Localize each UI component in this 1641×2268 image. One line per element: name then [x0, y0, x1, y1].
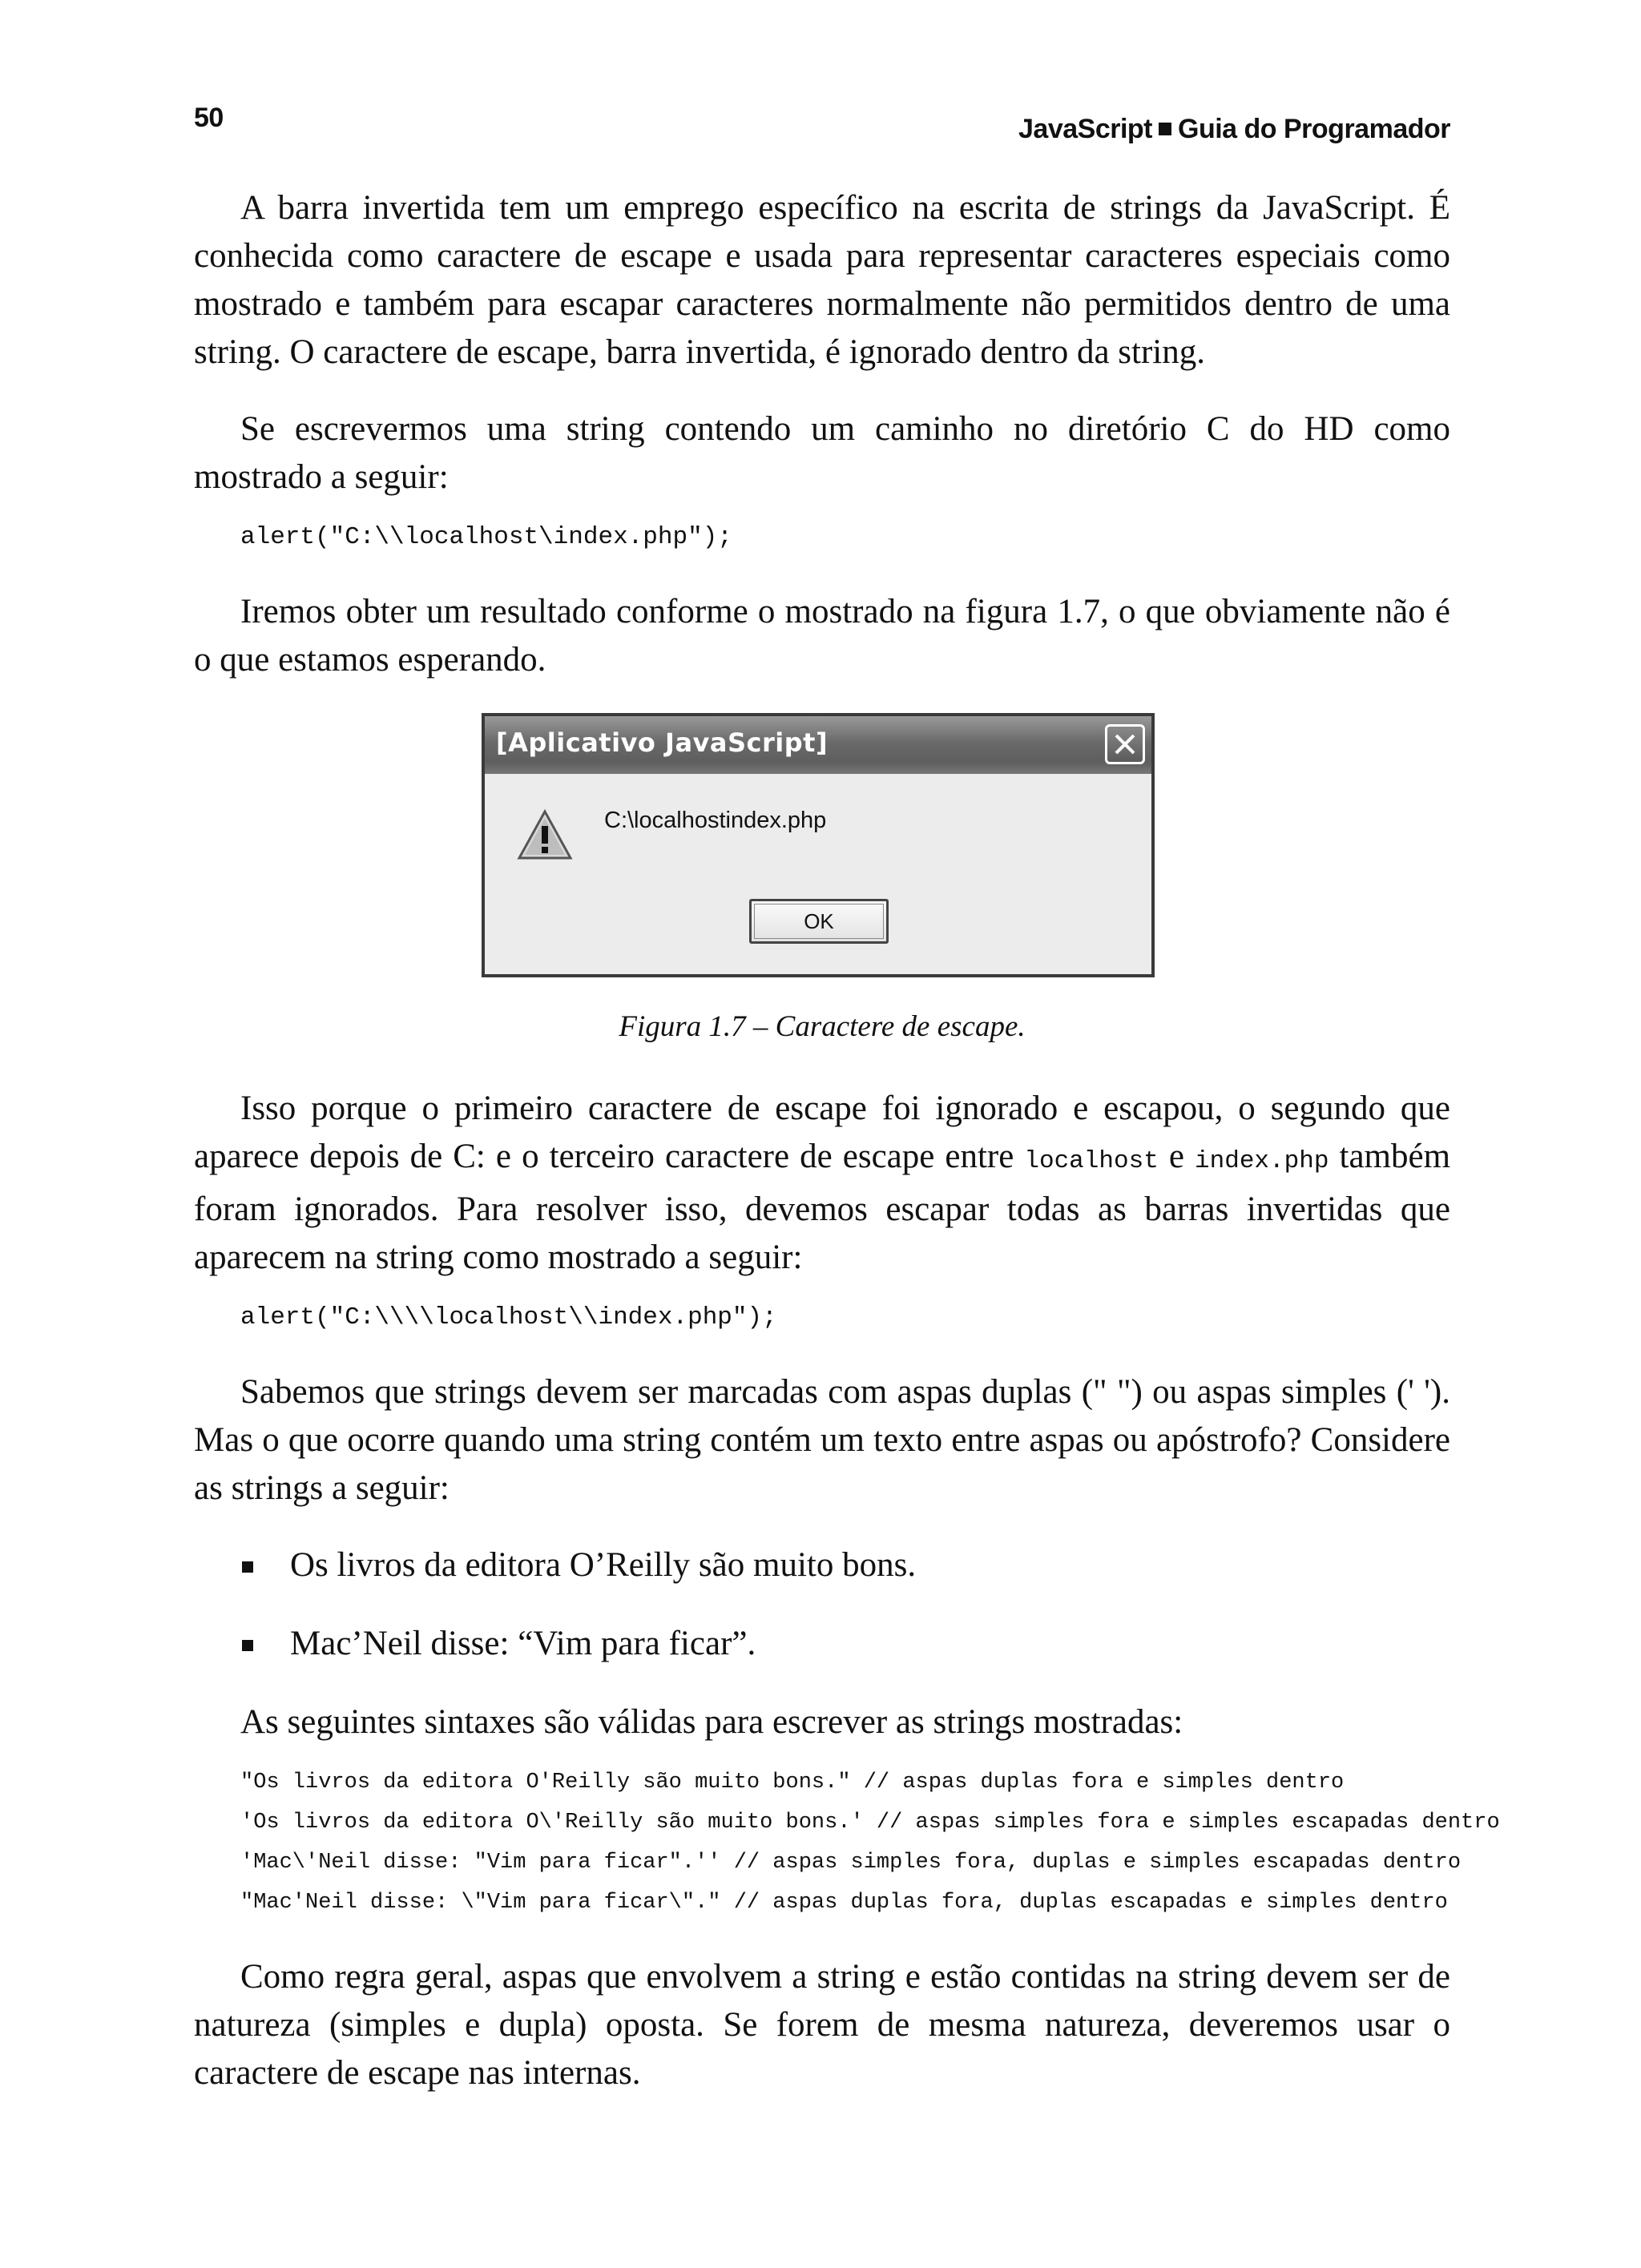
list-item: [194, 1620, 1450, 1668]
paragraph-result: Iremos obter um resultado conforme o mostrado na figura 1.7, o que obviamente não é o que estamos esperando.: [194, 593, 1450, 679]
paragraph-explanation: [194, 1085, 1450, 1282]
warning-icon: [517, 808, 573, 865]
paragraph-quotes: Sabemos que strings devem ser marcadas com aspas duplas (" ") ou aspas simples (' '). Mas o que ocorre quando uma string contém um texto entre aspas ou apóstrofo? Considere as strings a seguir:: [194, 1373, 1450, 1507]
page-content: [194, 184, 1500, 2126]
paragraph-syntaxes: As seguintes sintaxes são válidas para escrever as strings mostradas:: [240, 1703, 1183, 1741]
list-item: [194, 1541, 1450, 1589]
dialog-title: [Aplicativo JavaScript]: [496, 727, 829, 758]
explanation-text-c: também foram ignorados. Para resolver isso, devemos escapar todas as barras invertidas que aparecem na string como mostrado a seguir:: [194, 1138, 1451, 1276]
inline-code-localhost: localhost: [1024, 1147, 1159, 1175]
code-line: alert("C:\\\\localhost\\index.php");: [240, 1303, 777, 1331]
figure-caption: Figura 1.7 – Caractere de escape.: [619, 1010, 1026, 1043]
dialog-message: C:\localhostindex.php: [604, 808, 827, 833]
inline-code-index: index.php: [1195, 1147, 1329, 1175]
bullet-square-icon: [242, 1561, 253, 1573]
code-line: 'Os livros da editora O\'Reilly são muito bons.' // aspas simples fora e simples escapadas dentro: [240, 1811, 1500, 1835]
paragraph-path-example: Se escrevermos uma string contendo um caminho no diretório C do HD como mostrado a seguir:: [194, 410, 1450, 496]
code-line: "Os livros da editora O'Reilly são muito bons." // aspas duplas fora e simples dentro: [240, 1770, 1345, 1795]
book-subtitle: Guia do Programador: [1178, 114, 1450, 144]
square-separator-icon: [1159, 123, 1171, 135]
code-block-escaped-alert: [194, 1298, 1450, 1338]
code-line: "Mac'Neil disse: \"Vim para ficar\"." // aspas duplas fora, duplas escapadas e simples dentro: [240, 1891, 1448, 1915]
book-title: JavaScript: [1018, 114, 1152, 144]
running-head: [1018, 114, 1450, 145]
code-block-first-alert: [194, 518, 1450, 558]
figure-alert-dialog: [194, 713, 1450, 985]
close-icon: [1114, 733, 1136, 755]
page-number: 50: [194, 103, 224, 133]
code-block-string-examples: [194, 1762, 1500, 1923]
list-item-text: Mac’Neil disse: “Vim para ficar”.: [290, 1625, 756, 1662]
ok-button[interactable]: OK: [749, 899, 889, 944]
code-line: alert("C:\\localhost\index.php");: [240, 523, 732, 551]
explanation-text-a: Isso porque o primeiro caractere de escape foi ignorado e escapou, o segundo que aparece depois de C: e o terceiro caractere de escape entre: [194, 1090, 1450, 1175]
code-line: 'Mac\'Neil disse: "Vim para ficar".'' // aspas simples fora, duplas e simples escapadas dentro: [240, 1851, 1462, 1875]
paragraph-rule: Como regra geral, aspas que envolvem a string e estão contidas na string devem ser de natureza (simples e dupla) oposta. Se forem de mesma natureza, deveremos usar o caractere de escape nas internas.: [194, 1958, 1450, 2092]
alert-dialog: [482, 713, 1155, 977]
page-header: [194, 103, 1450, 151]
dialog-titlebar[interactable]: [485, 716, 1151, 774]
bullet-list: [194, 1541, 1450, 1668]
bullet-square-icon: [242, 1640, 253, 1651]
close-button[interactable]: [1105, 724, 1145, 764]
explanation-text-b: e: [1158, 1138, 1195, 1175]
list-item-text: Os livros da editora O’Reilly são muito bons.: [290, 1546, 917, 1584]
paragraph-escape-intro: A barra invertida tem um emprego específico na escrita de strings da JavaScript. É conhecida como caractere de escape e usada para representar caracteres especiais como mostrado e também para escapar caracteres normalmente não permitidos dentro de uma string. O caractere de escape, barra invertida, é ignorado dentro da string.: [194, 189, 1450, 371]
